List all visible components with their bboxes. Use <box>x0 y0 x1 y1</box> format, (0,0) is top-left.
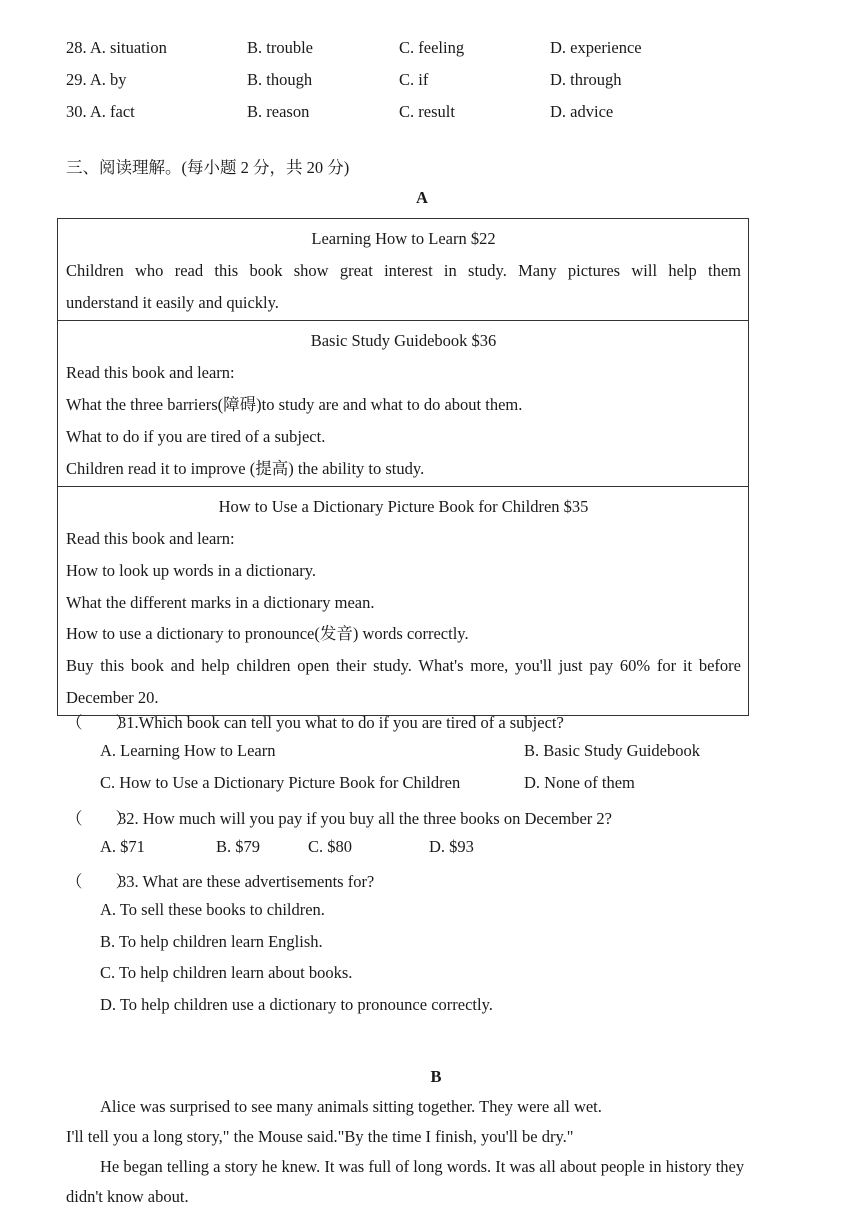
ad-2-title: Basic Study Guidebook $36 <box>310 331 497 351</box>
passage-a-label: A <box>416 188 428 207</box>
option-28-b: B. trouble <box>247 38 313 57</box>
option-row-29 <box>66 70 766 94</box>
answer-blank-31[interactable]: （ ） <box>66 713 132 732</box>
option-30-a: 30. A. fact <box>66 102 135 121</box>
choice-32-d: D. $93 <box>429 837 474 856</box>
choice-32-b: B. $79 <box>216 837 261 856</box>
question-32-stem: 32. How much will you pay if you buy all the three books on December 2? <box>118 809 612 828</box>
choice-33-d: D. To help children use a dictionary to pronounce correctly. <box>100 995 493 1014</box>
answer-blank-32[interactable]: （ ） <box>66 809 132 828</box>
question-31 <box>66 709 564 733</box>
option-28-d: D. experience <box>550 38 642 57</box>
ad-2-line: Children read it to improve (提高) the ability to study. <box>66 458 425 478</box>
option-30-b: B. reason <box>247 102 310 121</box>
ad-1-title: Learning How to Learn $22 <box>311 229 496 248</box>
section-title: 三、阅读理解。(每小题 2 分，共 20 分) <box>66 158 350 177</box>
passage-b-label: B <box>430 1067 442 1086</box>
ad-3-title: How to Use a Dictionary Picture Book for Children $35 <box>218 497 589 517</box>
option-28-a: 28. A. situation <box>66 38 167 57</box>
choice-33-c: C. To help children learn about books. <box>100 963 353 982</box>
ads-table <box>57 218 749 716</box>
choice-33-b: B. To help children learn English. <box>100 932 323 951</box>
ad-cell-1 <box>58 219 749 321</box>
question-31-stem: 31.Which book can tell you what to do if you are tired of a subject? <box>118 713 564 732</box>
option-30-c: C. result <box>399 102 455 121</box>
choice-32-c: C. $80 <box>308 837 353 856</box>
option-29-c: C. if <box>399 70 429 89</box>
ad-2-line: Read this book and learn: <box>66 363 235 383</box>
ad-row-3 <box>58 487 749 716</box>
ad-row-1 <box>58 219 749 321</box>
ad-3-line: Buy this book and help children open their study. What's more, you'll just pay 60% for it before <box>66 656 741 676</box>
choice-31-b: B. Basic Study Guidebook <box>524 741 700 760</box>
option-row-30 <box>66 102 766 126</box>
ad-row-2 <box>58 321 749 487</box>
ad-1-line-2: understand it easily and quickly. <box>66 292 279 312</box>
choice-32-a: A. $71 <box>100 837 145 856</box>
ad-1-line-1: Children who read this book show great interest in study. Many pictures will help them <box>66 261 741 280</box>
ad-2-line: What to do if you are tired of a subject. <box>66 426 326 446</box>
passage-b-paragraph-2: I'll tell you a long story," the Mouse said."By the time I finish, you'll be dry." <box>66 1127 574 1146</box>
ad-2-line: What the three barriers(障碍)to study are and what to do about them. <box>66 395 523 415</box>
question-32 <box>66 805 612 829</box>
option-29-a: 29. A. by <box>66 70 127 89</box>
option-28-c: C. feeling <box>399 38 465 57</box>
ad-3-line: How to look up words in a dictionary. <box>66 560 317 580</box>
passage-b-paragraph-3: He began telling a story he knew. It was full of long words. It was all about people in history they didn't know about. <box>66 1157 745 1206</box>
option-row-28 <box>66 38 766 62</box>
choice-33-a: A. To sell these books to children. <box>100 900 325 919</box>
ad-cell-2 <box>58 321 749 487</box>
ad-3-line: Read this book and learn: <box>66 529 235 549</box>
ad-3-line: What the different marks in a dictionary mean. <box>66 592 375 612</box>
choice-31-a: A. Learning How to Learn <box>100 741 276 760</box>
ad-3-line: How to use a dictionary to pronounce(发音) words correctly. <box>66 624 469 644</box>
question-33 <box>66 868 374 892</box>
choice-31-d: D. None of them <box>524 773 635 792</box>
option-29-d: D. through <box>550 70 622 89</box>
passage-b-paragraph-1: Alice was surprised to see many animals sitting together. They were all wet. <box>100 1097 602 1116</box>
ad-3-line: December 20. <box>66 687 159 707</box>
question-33-stem: 33. What are these advertisements for? <box>118 872 375 891</box>
answer-blank-33[interactable]: （ ） <box>66 872 132 891</box>
choice-31-c: C. How to Use a Dictionary Picture Book for Children <box>100 773 461 792</box>
option-29-b: B. though <box>247 70 313 89</box>
option-30-d: D. advice <box>550 102 614 121</box>
ad-cell-3 <box>58 487 749 716</box>
